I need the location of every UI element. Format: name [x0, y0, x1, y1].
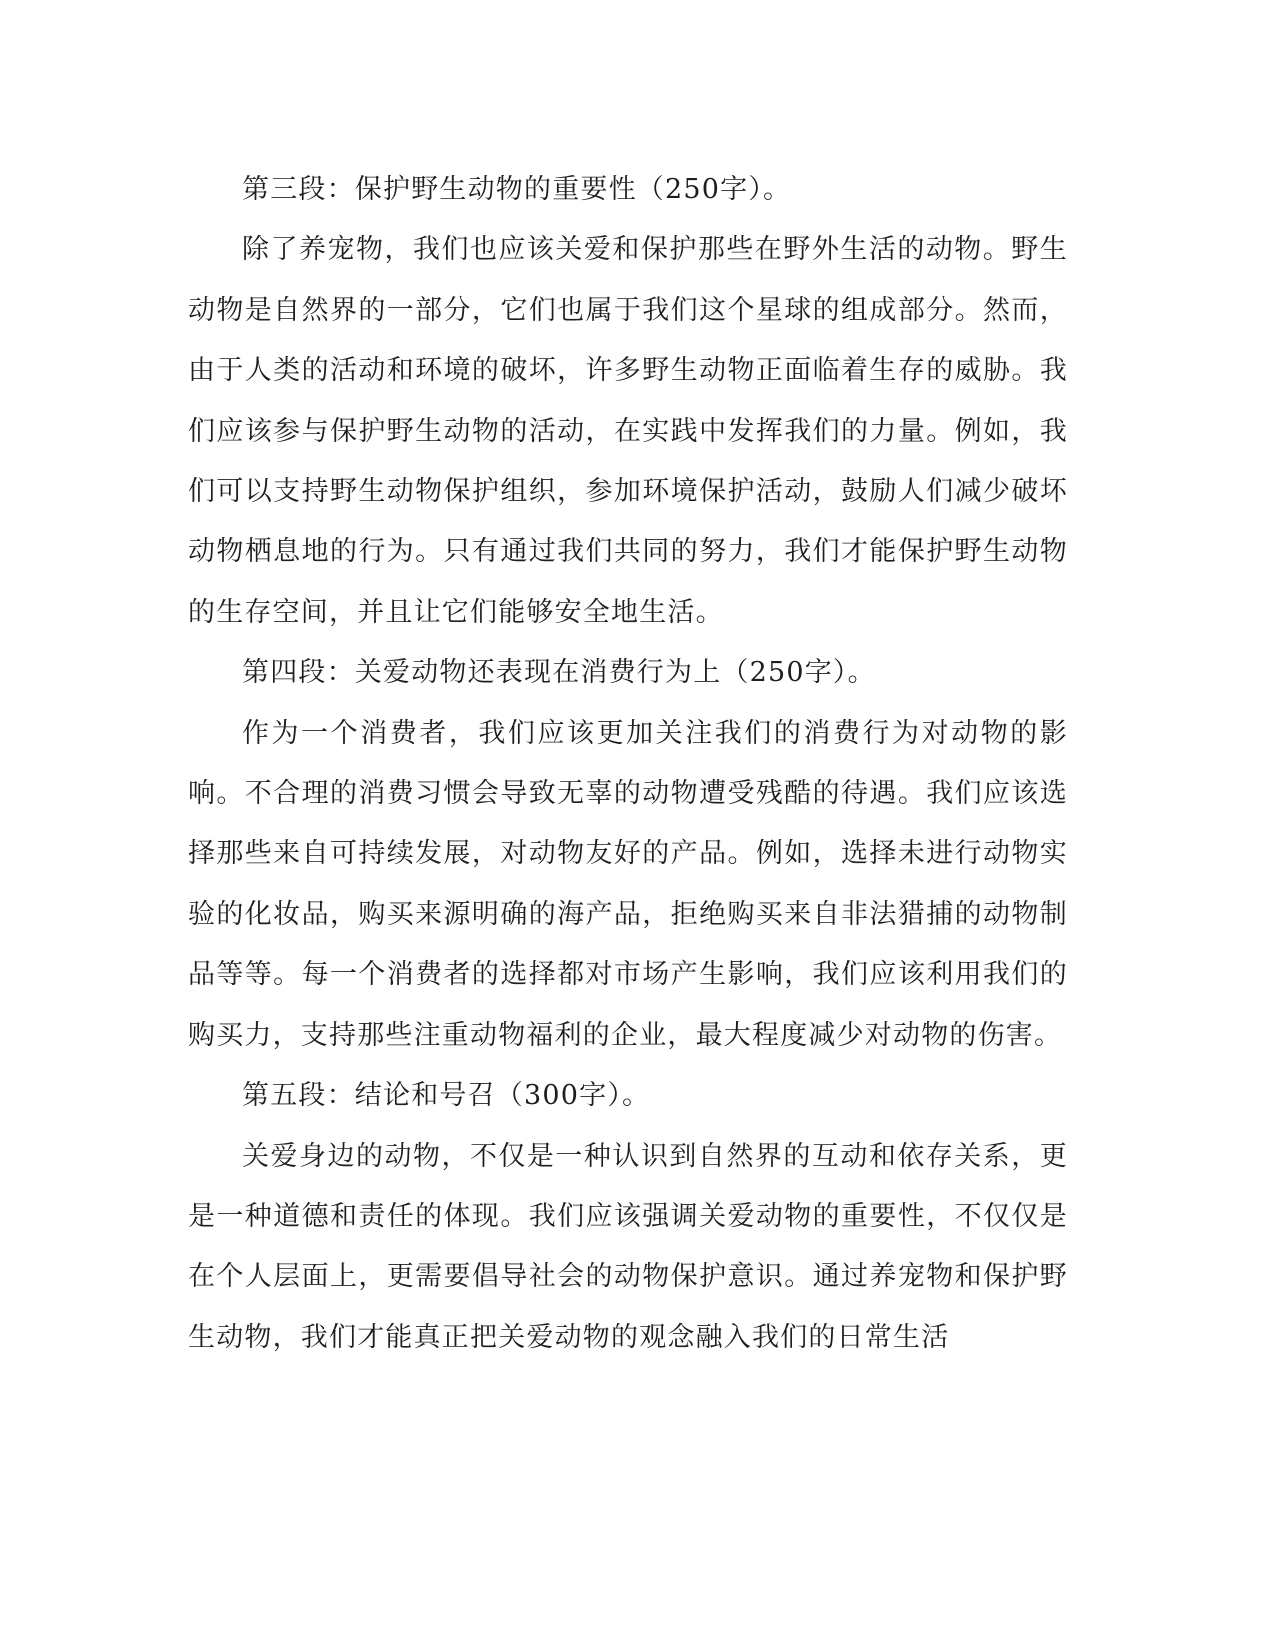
body-paragraph-wildlife: 除了养宠物，我们也应该关爱和保护那些在野外生活的动物。野生动物是自然界的一部分，它们也属于我们这个星球的组成部分。然而，由于人类的活动和环境的破坏，许多野生动物正面临着生存的威胁。我们应该参与保护野生动物的活动，在实践中发挥我们的力量。例如，我们可以支持野生动物保护组织，参加环境保护活动，鼓励人们减少破坏动物栖息地的行为。只有通过我们共同的努力，我们才能保护野生动物的生存空间，并且让它们能够安全地生活。: [188, 234, 1068, 628]
section-heading-3: 第三段：保护野生动物的重要性（250字）。: [242, 174, 792, 205]
document-body: [188, 160, 1068, 1368]
body-paragraph-consumption: 作为一个消费者，我们应该更加关注我们的消费行为对动物的影响。不合理的消费习惯会导致无辜的动物遭受残酷的待遇。我们应该选择那些来自可持续发展，对动物友好的产品。例如，选择未进行动物实验的化妆品，购买来源明确的海产品，拒绝购买来自非法猎捕的动物制品等等。每一个消费者的选择都对市场产生影响，我们应该利用我们的购买力，支持那些注重动物福利的企业，最大程度减少对动物的伤害。: [188, 717, 1068, 1051]
section-heading-5: 第五段：结论和号召（300字）。: [242, 1080, 651, 1112]
section-heading-4: 第四段：关爱动物还表现在消费行为上（250字）。: [242, 657, 876, 689]
body-paragraph-conclusion: 关爱身边的动物，不仅是一种认识到自然界的互动和依存关系，更是一种道德和责任的体现。我们应该强调关爱动物的重要性，不仅仅是在个人层面上，更需要倡导社会的动物保护意识。通过养宠物和保护野生动物，我们才能真正把关爱动物的观念融入我们的日常生活: [188, 1140, 1068, 1353]
